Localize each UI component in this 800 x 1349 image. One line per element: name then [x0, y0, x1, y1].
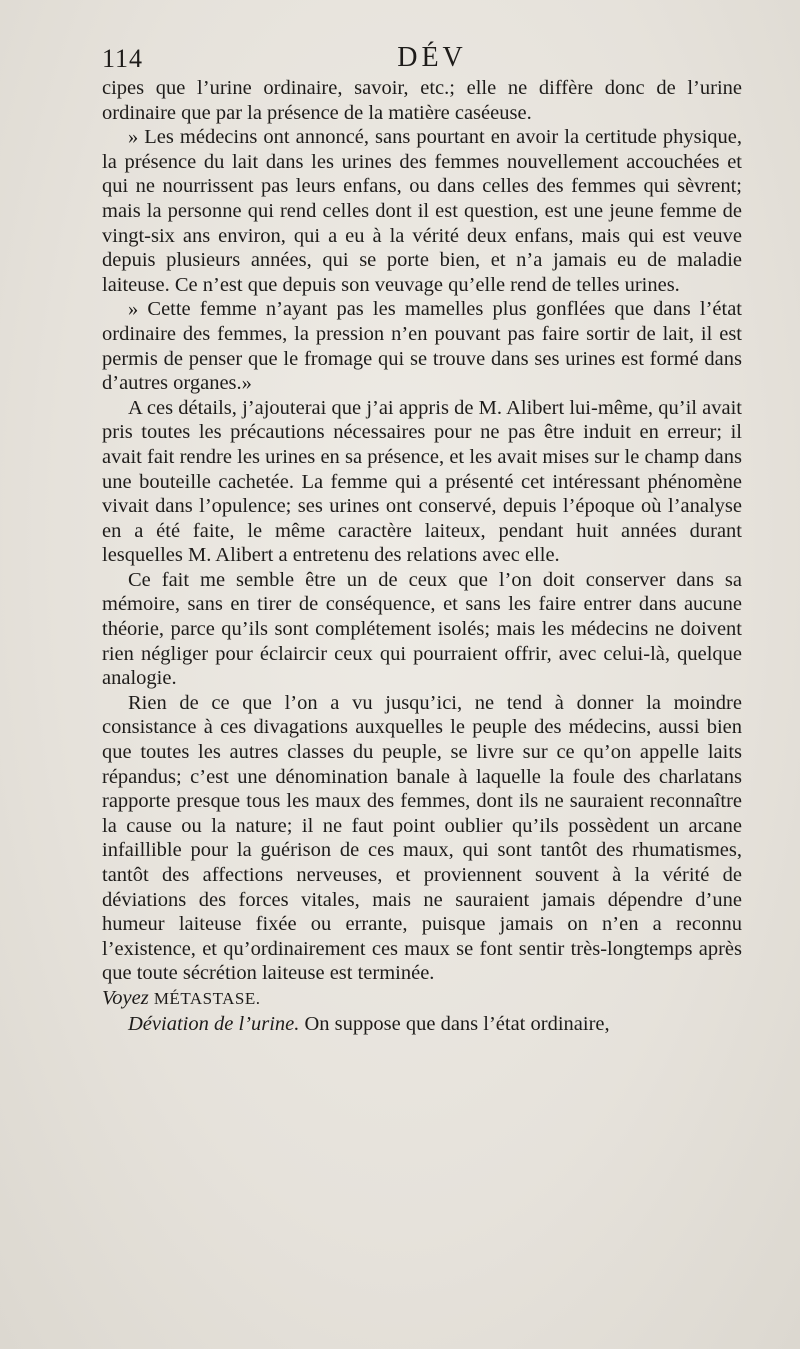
voyez-label: Voyez	[102, 986, 149, 1009]
paragraph-quote-1: » Les médecins ont annoncé, sans pourtant en avoir la certitude physique, la présence du lait dans les urines des femmes nouvellement accouchées et qui ne nourrissent pas leurs enfans, ou dans celles des femmes qui sèvrent; mais la personne qui rend celles dont il est question, est une jeune femme de vingt-six ans environ, qui a eu à la vérité deux enfans, mais qui est veuve depuis plusieurs années, qui se porte bien, et n’a jamais eu de maladie laiteuse. Ce n’est que depuis son veuvage qu’elle rend de telles urines.	[102, 126, 742, 296]
page-header	[102, 42, 762, 78]
paragraph-continuation: cipes que l’urine ordinaire, savoir, etc.; elle ne diffère donc de l’urine ordinaire que par la présence de la matière caséeuse.	[102, 77, 742, 124]
crossref-term: MÉTASTASE.	[153, 988, 261, 1008]
paragraph-fait: Ce fait me semble être un de ceux que l’on doit conserver dans sa mémoire, sans en tirer de conséquence, et sans les faire entrer dans aucune théorie, parce qu’ils sont complétement isolés; mais les médecins ne doivent rien négliger pour éclaircir ceux qui pourraient offrir, avec celui-là, quelque analogie.	[102, 568, 742, 690]
page-body	[102, 76, 742, 1036]
entry-heading: Déviation de l’urine.	[128, 1012, 300, 1035]
running-title: DÉV	[397, 42, 467, 73]
paragraph-laits-repandus: Rien de ce que l’on a vu jusqu’ici, ne tend à donner la moindre consistance à ces divagations auxquelles le peuple des médecins, aussi bien que toutes les autres classes du peuple, se livre sur ce qu’on appelle laits répandus; c’est une dénomination banale à laquelle la foule des charlatans rapporte presque tous les maux des femmes, dont ils ne sauraient reconnaître la cause ou la nature; il ne faut point oublier qu’ils possèdent un arcane infaillible pour la guérison de ces maux, qui sont tantôt des rhumatismes, tantôt des affections nerveuses, et proviennent souvent à la vérité de déviations des forces vitales, mais ne sauraient jamais dépendre d’une humeur laiteuse fixée ou errante, puisque jamais on n’en a reconnu l’existence, et qu’ordinairement ces maux se font sentir très-longtemps après que toute sécrétion laiteuse est terminée.	[102, 691, 742, 985]
paragraph-deviation-urine	[102, 1012, 742, 1037]
paragraph-quote-2: » Cette femme n’ayant pas les mamelles plus gonflées que dans l’état ordinaire des femmes, la pression n’en pouvant pas faire sortir de lait, il est permis de penser que le fromage qui se trouve dans ses urines est formé dans d’autres organes.»	[102, 298, 742, 395]
paragraph-alibert: A ces détails, j’ajouterai que j’ai appris de M. Alibert lui-même, qu’il avait pris toutes les précautions nécessaires pour ne pas être induit en erreur; il avait fait rendre les urines en sa présence, et les avait mises sur le champ dans une bouteille cachetée. La femme qui a présenté cet intéressant phénomène vivait dans l’opulence; ses urines ont conservé, depuis l’époque où l’analyse en a été faite, le même caractère laiteux, pendant huit années durant lesquelles M. Alibert a entretenu des relations avec elle.	[102, 396, 742, 567]
entry-text: On suppose que dans l’état ordinaire,	[299, 1012, 610, 1035]
cross-reference	[102, 986, 742, 1012]
page-number: 114	[102, 44, 144, 73]
